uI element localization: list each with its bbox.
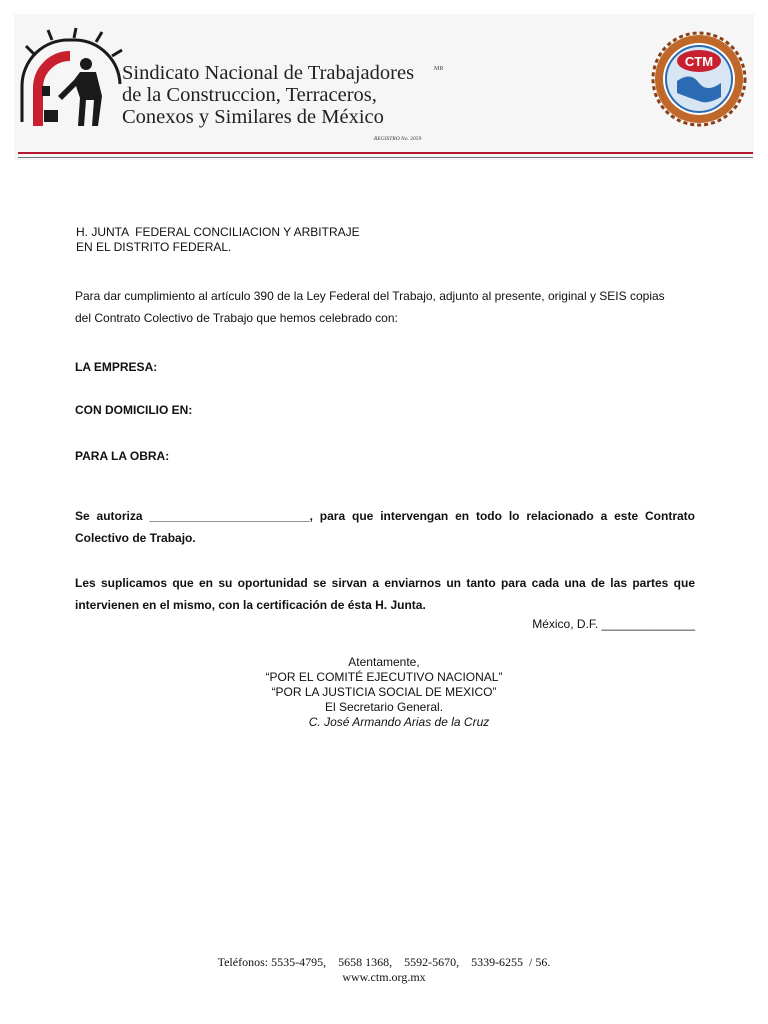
intro-paragraph [75,285,697,329]
ctm-emblem [651,31,747,127]
field-domicilio-label: CON DOMICILIO EN: [75,403,193,417]
org-name-line2: de la Construccion, Terraceros, [122,84,377,106]
intro-line1: Para dar cumplimiento al artículo 390 de la Ley Federal del Trabajo, adjunto al presente, original y SEIS copias [75,289,665,303]
footer-phones: Teléfonos: 5535-4795, 5658 1368, 5592-5670, 5339-6255 / 56. [217,955,551,969]
union-worker-logo [14,26,126,136]
addressee-line1: H. JUNTA FEDERAL CONCILIACION Y ARBITRAJE [76,225,360,239]
org-name-line1: Sindicato Nacional de Trabajadores [122,62,415,84]
authorization-paragraph: Se autoriza ________________________, para que intervengan en todo lo relacionado a este Contrato Colectivo de Trabajo. [75,509,695,545]
addressee-line2: EN EL DISTRITO FEDERAL. [76,240,232,254]
field-empresa-label: LA EMPRESA: [75,360,158,374]
footer-contact [0,955,768,985]
addressee-block [76,225,360,255]
field-obra-label: PARA LA OBRA: [75,449,170,463]
trademark-mark: MR [434,66,444,72]
closing-motto-1: “POR EL COMITÉ EJECUTIVO NACIONAL” [265,670,503,684]
emblem-label: CTM [684,54,714,69]
closing-title: El Secretario General. [324,700,444,714]
header-divider-gray [18,157,753,158]
registration-number: REGISTRO No. 2059 [374,136,422,142]
signature-block [0,655,768,730]
footer-website-link[interactable]: www.ctm.org.mx [342,970,426,984]
org-name-line3: Conexos y Similares de México [122,106,384,128]
closing-motto-2: “POR LA JUSTICIA SOCIAL DE MEXICO” [271,685,497,699]
closing-atentamente: Atentamente, [348,655,420,669]
place-date-line: México, D.F. ______________ [532,617,695,631]
request-paragraph: Les suplicamos que en su oportunidad se sirvan a enviarnos un tanto para cada una de las partes que intervienen en el mismo, con la certificación de ésta H. Junta. [75,576,695,612]
signatory-name: C. José Armando Arias de la Cruz [308,715,490,729]
worker-figure [58,58,102,126]
header-divider-red [18,152,753,154]
intro-line2: del Contrato Colectivo de Trabajo que hemos celebrado con: [75,311,398,325]
organization-name [122,62,414,128]
